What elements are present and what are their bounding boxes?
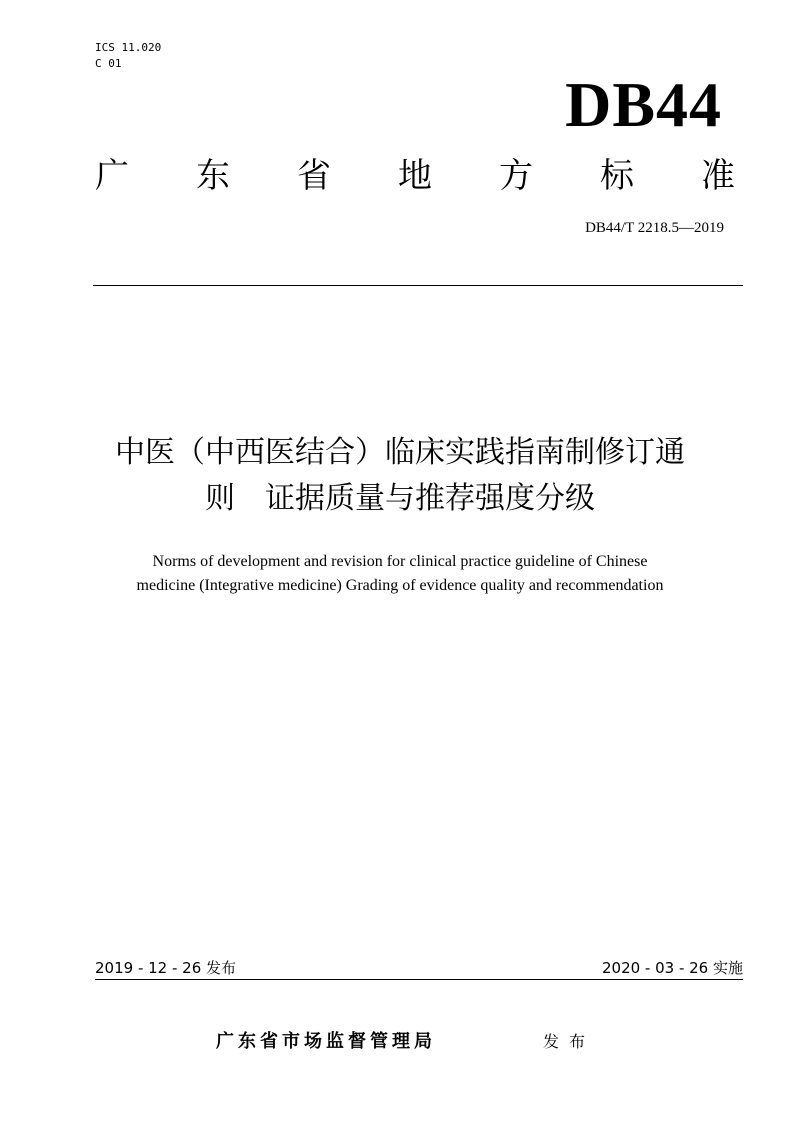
dates-row bbox=[95, 958, 743, 980]
english-title-line-1: Norms of development and revision for clinical practice guideline of Chinese bbox=[152, 553, 648, 570]
chinese-title bbox=[60, 430, 740, 522]
chinese-title-line-1: 中医（中西医结合）临床实践指南制修订通 bbox=[115, 435, 685, 470]
publish-label: 发布 bbox=[543, 1032, 596, 1051]
standard-type-char: 方 bbox=[499, 156, 533, 196]
header-divider bbox=[93, 285, 743, 286]
standard-type-char: 准 bbox=[701, 156, 735, 196]
standard-type-char: 标 bbox=[600, 156, 634, 196]
english-title-line-2: medicine (Integrative medicine) Grading of evidence quality and recommendation bbox=[136, 577, 664, 594]
standard-type-char: 东 bbox=[196, 156, 230, 196]
standard-type-char: 地 bbox=[398, 156, 432, 196]
standard-code: DB44/T 2218.5—2019 bbox=[585, 220, 724, 236]
issue-date: 2019 - 12 - 26 发布 bbox=[95, 959, 237, 977]
standard-type-char: 省 bbox=[297, 156, 331, 196]
implementation-date: 2020 - 03 - 26 实施 bbox=[601, 959, 743, 977]
ccs-code: C 01 bbox=[95, 57, 122, 70]
publisher-name: 广东省市场监督管理局 bbox=[216, 1031, 436, 1052]
db-mark: DB44 bbox=[565, 69, 722, 140]
english-title bbox=[60, 550, 740, 598]
ics-code: ICS 11.020 bbox=[95, 41, 162, 54]
standard-type-char: 广 bbox=[95, 156, 129, 196]
classification-codes bbox=[95, 40, 161, 72]
chinese-title-line-2: 则 证据质量与推荐强度分级 bbox=[205, 481, 595, 516]
standard-type-title bbox=[95, 154, 735, 198]
